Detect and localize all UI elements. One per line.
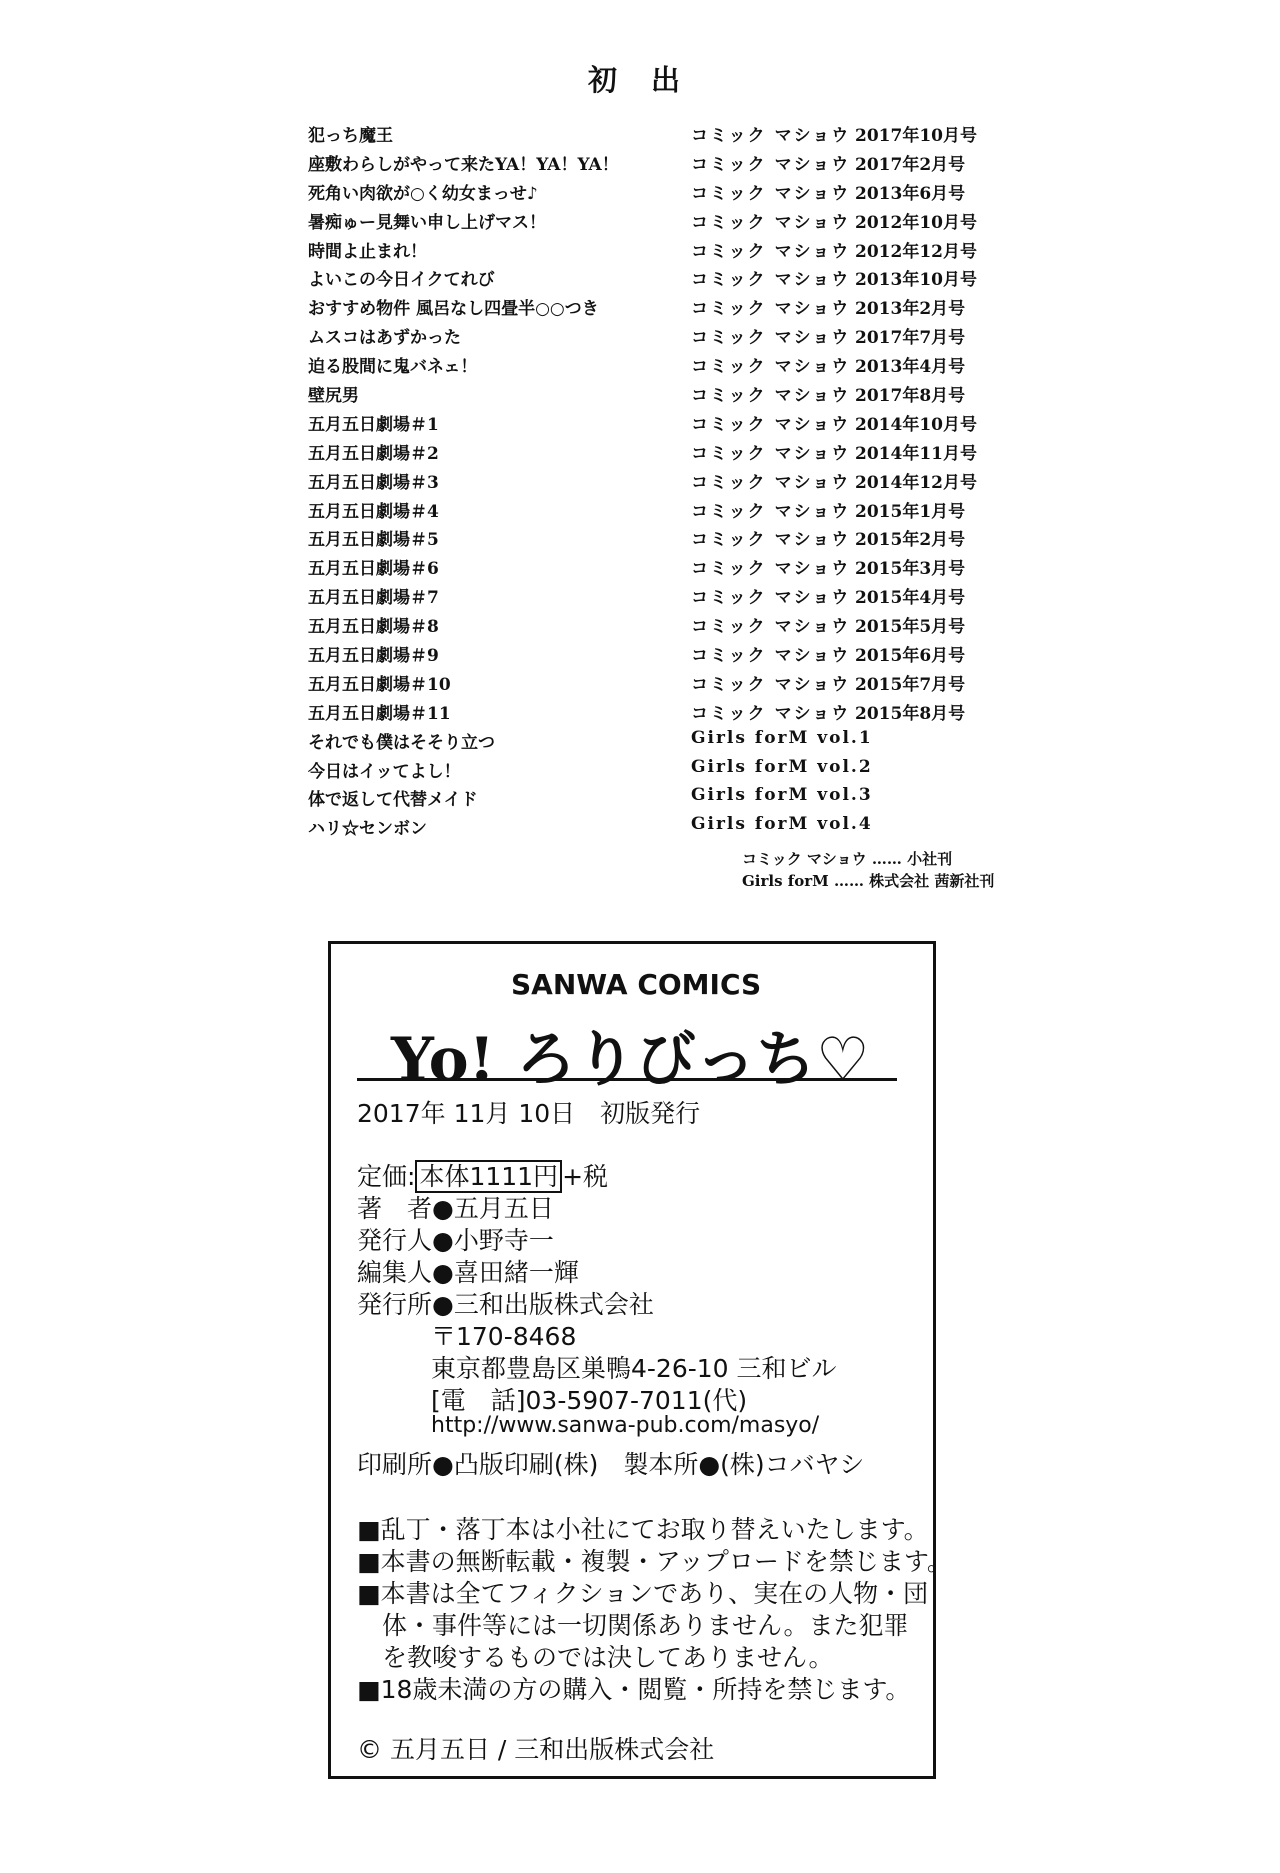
entry-row (0, 233, 1280, 262)
entry-title: 座敷わらしがやって来たYA！YA！YA！ (308, 154, 619, 175)
entry-issue: 2015年7月号 (855, 674, 966, 695)
author-line: 著 者●五月五日 (357, 1194, 554, 1223)
entry-row (0, 579, 1280, 608)
postal-code: 〒170-8468 (431, 1322, 577, 1351)
entry-magazine: コミック マショウ (691, 270, 851, 291)
book-title: Yo! ろりびっち♡ (391, 1025, 870, 1095)
entry-issue: 2015年2月号 (855, 530, 966, 551)
address: 東京都豊島区巣鴨4-26-10 三和ビル (431, 1354, 837, 1383)
entry-row (0, 810, 1280, 839)
entry-title: 五月五日劇場＃9 (308, 646, 439, 667)
entry-title: 五月五日劇場＃3 (308, 472, 439, 493)
publisher-note: Girls forM …… 株式会社 茜新社刊 (742, 872, 995, 890)
entry-title: 体で返して代替メイド (308, 790, 478, 811)
entry-title: 五月五日劇場＃5 (308, 530, 439, 551)
entry-magazine: コミック マショウ (691, 472, 851, 493)
entry-issue: 2015年8月号 (855, 703, 966, 724)
entry-issue: 2013年6月号 (855, 183, 966, 204)
entry-title: おすすめ物件 風呂なし四畳半○○つき (308, 299, 599, 320)
entry-title: よいこの今日イクてれび (308, 270, 495, 291)
notice-line: を教唆するものでは決してありません。 (357, 1643, 834, 1672)
entry-row (0, 753, 1280, 782)
phone: [電 話]03-5907-7011(代) (431, 1386, 748, 1415)
entry-issue: 2014年10月号 (855, 414, 977, 435)
entry-magazine: コミック マショウ (691, 617, 851, 638)
entry-row (0, 435, 1280, 464)
entry-row (0, 175, 1280, 204)
entry-title: 五月五日劇場＃1 (308, 414, 439, 435)
entry-magazine: コミック マショウ (691, 212, 851, 233)
entry-issue: 2014年12月号 (855, 472, 977, 493)
entry-row (0, 146, 1280, 175)
entry-row (0, 608, 1280, 637)
printer-line: 印刷所●凸版印刷(株) 製本所●(株)コバヤシ (357, 1450, 865, 1479)
title-underline (357, 1078, 897, 1081)
entry-title: 犯っち魔王 (308, 126, 393, 146)
editor-line: 編集人●喜田緒一輝 (357, 1258, 579, 1287)
entry-title: 五月五日劇場＃8 (308, 617, 439, 638)
entry-row (0, 406, 1280, 435)
entry-title: 壁尻男 (308, 386, 359, 407)
entry-magazine: コミック マショウ (691, 241, 851, 262)
entry-row (0, 117, 1280, 146)
entry-magazine: コミック マショウ (691, 414, 851, 435)
price-tax: +税 (562, 1162, 609, 1191)
entry-title: 五月五日劇場＃4 (308, 501, 439, 522)
entry-magazine: コミック マショウ (691, 357, 851, 378)
entry-row (0, 521, 1280, 550)
entry-magazine: コミック マショウ (691, 559, 851, 580)
entry-issue: 2014年11月号 (855, 443, 977, 464)
entry-title: 暑痴ゅー見舞い申し上げマス！ (308, 212, 546, 233)
price-line (357, 1157, 608, 1193)
entry-magazine: コミック マショウ (691, 501, 851, 522)
publisher-note: コミック マショウ …… 小社刊 (742, 850, 953, 868)
notice-line: ■本書の無断転載・複製・アップロードを禁じます。 (357, 1547, 952, 1576)
notice-line: ■乱丁・落丁本は小社にてお取り替えいたします。 (357, 1515, 929, 1544)
entry-title: 五月五日劇場＃7 (308, 588, 439, 609)
copyright: © 五月五日 / 三和出版株式会社 (357, 1735, 715, 1764)
notice-line: ■18歳未満の方の購入・閲覧・所持を禁じます。 (357, 1675, 911, 1704)
entry-magazine: コミック マショウ (691, 443, 851, 464)
entry-magazine: コミック マショウ (691, 299, 851, 320)
publisher-person-line: 発行人●小野寺一 (357, 1226, 554, 1255)
entry-row (0, 464, 1280, 493)
entry-row (0, 319, 1280, 348)
colophon-box (328, 941, 952, 1779)
price-value: 本体1111円 (415, 1160, 562, 1193)
entry-title: ムスコはあずかった (308, 328, 461, 349)
entry-magazine: コミック マショウ (691, 703, 851, 724)
entry-magazine: Girls forM vol.2 (691, 756, 873, 777)
entry-title: ハリ☆センボン (308, 819, 427, 840)
entry-issue: 2017年7月号 (855, 328, 966, 349)
series-name: SANWA COMICS (511, 968, 762, 1001)
entry-issue: 2013年2月号 (855, 299, 966, 320)
entry-row (0, 724, 1280, 753)
entry-magazine: コミック マショウ (691, 530, 851, 551)
entry-magazine: Girls forM vol.1 (691, 727, 873, 748)
entry-row (0, 637, 1280, 666)
entry-magazine: コミック マショウ (691, 328, 851, 349)
entry-row (0, 348, 1280, 377)
first-appearance-list (0, 117, 1280, 839)
entry-magazine: Girls forM vol.4 (691, 814, 873, 835)
entry-title: 死角い肉欲が○く幼女まっせ♪ (308, 183, 538, 204)
entry-issue: 2017年10月号 (855, 126, 977, 146)
entry-magazine: Girls forM vol.3 (691, 785, 873, 806)
entry-magazine: コミック マショウ (691, 154, 851, 175)
entry-issue: 2013年10月号 (855, 270, 977, 291)
entry-row (0, 377, 1280, 406)
price-label: 定価: (357, 1162, 416, 1191)
entry-title: 五月五日劇場＃6 (308, 559, 439, 580)
entry-issue: 2015年4月号 (855, 588, 966, 609)
entry-row (0, 290, 1280, 319)
edition-date: 2017年 11月 10日 初版発行 (357, 1099, 701, 1128)
entry-magazine: コミック マショウ (691, 674, 851, 695)
entry-row (0, 666, 1280, 695)
entry-issue: 2012年12月号 (855, 241, 977, 262)
notice-line: ■本書は全てフィクションであり、実在の人物・団 (357, 1579, 929, 1608)
entry-magazine: コミック マショウ (691, 588, 851, 609)
entry-row (0, 261, 1280, 290)
entry-title: 五月五日劇場＃10 (308, 674, 451, 695)
page-heading: 初 出 (587, 63, 693, 97)
entry-magazine: コミック マショウ (691, 126, 851, 146)
entry-magazine: コミック マショウ (691, 386, 851, 407)
entry-row (0, 781, 1280, 810)
entry-issue: 2013年4月号 (855, 357, 966, 378)
entry-row (0, 493, 1280, 522)
entry-title: それでも僕はそそり立つ (308, 732, 495, 753)
entry-issue: 2017年8月号 (855, 386, 966, 407)
entry-title: 時間よ止まれ！ (308, 241, 427, 262)
entry-row (0, 204, 1280, 233)
publishing-house-line: 発行所●三和出版株式会社 (357, 1290, 654, 1319)
entry-title: 迫る股間に鬼バネェ！ (308, 357, 478, 378)
entry-issue: 2012年10月号 (855, 212, 977, 233)
entry-issue: 2015年6月号 (855, 646, 966, 667)
entry-issue: 2015年1月号 (855, 501, 966, 522)
entry-title: 五月五日劇場＃11 (308, 703, 451, 724)
entry-issue: 2015年3月号 (855, 559, 966, 580)
entry-issue: 2015年5月号 (855, 617, 966, 638)
website-url: http://www.sanwa-pub.com/masyo/ (431, 1413, 820, 1438)
entry-title: 今日はイッてよし！ (308, 761, 461, 782)
notice-line: 体・事件等には一切関係ありません。また犯罪 (357, 1611, 909, 1640)
entry-row (0, 695, 1280, 724)
entry-row (0, 550, 1280, 579)
entry-magazine: コミック マショウ (691, 646, 851, 667)
entry-magazine: コミック マショウ (691, 183, 851, 204)
entry-issue: 2017年2月号 (855, 154, 966, 175)
entry-title: 五月五日劇場＃2 (308, 443, 439, 464)
